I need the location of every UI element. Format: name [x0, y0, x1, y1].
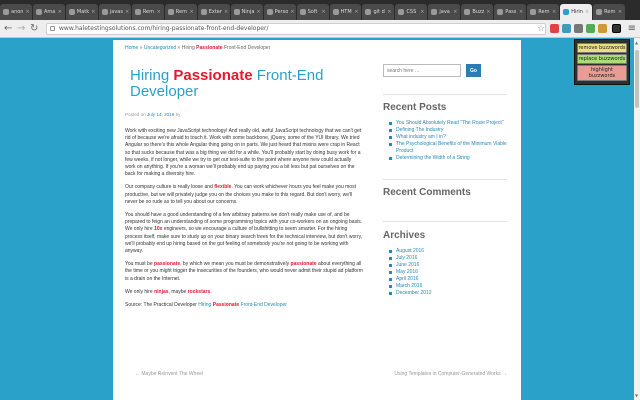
post-date-link[interactable]: July 14, 2016	[146, 112, 175, 117]
browser-tab[interactable]	[362, 4, 394, 20]
tab-favicon-icon	[36, 9, 42, 15]
post-paragraph: You must be passionate, by which we mean you must be demonstratively passionate about everything all the time or you might trigger the insecurities of the founders, who would never admit their stupid ad platform is a drain on the Internet.	[125, 261, 363, 282]
browser-tab[interactable]	[198, 4, 230, 20]
tab-title: Rem	[604, 9, 616, 15]
archive-link[interactable]: April 2016	[389, 276, 521, 283]
post-paragraph: We only hire ninjas, maybe rockstars.	[125, 288, 212, 295]
search-input[interactable]	[383, 64, 461, 77]
tab-close-icon[interactable]: ×	[387, 9, 392, 15]
browser-tab[interactable]	[264, 4, 296, 20]
tab-close-icon[interactable]: ×	[256, 9, 261, 15]
tab-title: Rem	[175, 9, 187, 15]
recent-post-link[interactable]: Determining the Width of a String	[389, 155, 521, 162]
recent-post-link[interactable]: You Should Absolutely Read "The Rosie Project"	[389, 120, 521, 127]
tab-favicon-icon	[431, 9, 437, 15]
extension-icon-1[interactable]	[550, 24, 559, 33]
archive-link[interactable]: March 2016	[389, 283, 521, 290]
recent-comments-title: Recent Comments	[383, 187, 471, 198]
extension-icon-4[interactable]	[586, 24, 595, 33]
address-text: www.haletestingsolutions.com/hiring-passionate-front-end-developer/	[59, 25, 269, 32]
tab-title: Buzz	[472, 9, 485, 15]
tab-favicon-icon	[135, 9, 141, 15]
extension-icon-5[interactable]	[598, 24, 607, 33]
tab-close-icon[interactable]: ×	[584, 9, 590, 15]
browser-menu-icon[interactable]: ≡	[627, 23, 636, 34]
browser-tab[interactable]	[428, 4, 460, 20]
tab-favicon-icon	[530, 9, 536, 15]
remove-buzzwords-button[interactable]: remove buzzwords	[578, 45, 626, 51]
archive-link[interactable]: August 2016	[389, 248, 521, 255]
tab-favicon-icon	[168, 9, 174, 15]
page-content	[113, 40, 521, 400]
tab-close-icon[interactable]: ×	[91, 9, 96, 15]
browser-tab[interactable]	[231, 4, 263, 20]
tab-title: Ama	[43, 9, 56, 15]
tab-favicon-icon	[3, 9, 9, 15]
page-scrollbar[interactable]	[634, 38, 640, 400]
post-meta: Posted on July 14, 2016 by	[125, 112, 181, 117]
browser-tab[interactable]	[494, 4, 526, 20]
tab-favicon-icon	[497, 9, 503, 15]
search-go-button[interactable]: Go	[466, 64, 481, 77]
post-paragraph: You should have a good understanding of a few arbitrary patterns we don't really make use of, and be prepared to feign an understanding of some programming topics with your co-workers on an ongoing basis. We only hire 10x engineers, so we encourage a culture of bullshitting to seem smarter. For the hiring process itself, make sure to study up on your binary search trees for the technical interview, but don't worry, we'll probably end up hiring based on the gut feeling of somebody you're not going to be working with anyway.	[125, 212, 363, 255]
browser-tab[interactable]	[0, 4, 32, 20]
breadcrumb-current: Hiring Passionate Front-End Developer	[181, 45, 271, 51]
buzzword-extension-icon[interactable]	[612, 24, 621, 33]
tab-title: java	[439, 9, 450, 15]
tab-close-icon[interactable]: ×	[453, 9, 458, 15]
tab-close-icon[interactable]: ×	[124, 9, 130, 15]
new-tab-button[interactable]	[626, 6, 640, 20]
main-column	[113, 40, 375, 400]
recent-post-link[interactable]: Defining The Industry	[389, 127, 521, 134]
breadcrumb	[125, 45, 363, 51]
tab-favicon-icon	[300, 9, 306, 15]
browser-tab[interactable]	[330, 4, 362, 20]
tab-close-icon[interactable]: ×	[420, 9, 425, 15]
breadcrumb-separator: »	[177, 45, 181, 51]
tab-title: Exter	[208, 9, 222, 15]
sidebar	[383, 64, 521, 297]
tab-favicon-icon	[398, 9, 404, 15]
recent-post-link[interactable]: The Psychological Benefits of the Minimum Viable Product	[389, 141, 521, 155]
tab-title: Rem	[142, 9, 155, 15]
tab-favicon-icon	[201, 9, 207, 15]
divider	[383, 94, 507, 95]
replace-buzzwords-button[interactable]: replace buzzwords	[578, 56, 626, 62]
search-widget	[383, 64, 521, 77]
browser-tab[interactable]	[461, 4, 493, 20]
divider	[383, 221, 507, 222]
tab-close-icon[interactable]: ×	[25, 9, 30, 15]
tab-title: git d	[373, 9, 385, 15]
archives-list	[383, 248, 521, 297]
post-paragraph: Work with exciting new JavaScript technology! And really old, awful JavaScript technology that we can't get rid of because we're afraid to touch it. Work with some backbone, jQuery, some of the YUI library. We tried Angular so there's this whole Angular thing going on in parts. We just heard that mixins were crap in React so that sucks because that was a big thing we did for a while. You'll probably start by doing busy work for a few weeks, if not longer, while we try to get our test-suite to the point where anyone new could actually work on anything. If you're a woman we'll probably end up paying you a bit less but pat ourselves on the back for making a diversity hire.	[125, 128, 362, 178]
scroll-down-icon[interactable]: ▼	[635, 393, 639, 398]
forward-arrow-icon[interactable]: →	[17, 23, 26, 34]
divider	[383, 179, 507, 180]
tab-title: Pass	[505, 9, 517, 15]
tab-close-icon[interactable]: ×	[486, 9, 491, 15]
extension-icon-3[interactable]	[574, 24, 583, 33]
address-bar[interactable]	[46, 23, 546, 35]
browser-tab[interactable]	[66, 4, 98, 20]
tab-title: HTM	[340, 9, 352, 15]
breadcrumb-home-link[interactable]: Home	[125, 45, 139, 51]
tab-close-icon[interactable]: ×	[354, 9, 359, 15]
tab-title: Rem	[538, 9, 550, 15]
scroll-up-icon[interactable]: ▲	[635, 40, 639, 45]
bookmark-star-icon[interactable]: ☆	[537, 24, 546, 34]
tab-close-icon[interactable]: ×	[617, 9, 623, 15]
tab-title: javas	[109, 9, 123, 15]
breadcrumb-separator: »	[139, 45, 143, 51]
browser-tab-strip	[0, 0, 640, 20]
tab-close-icon[interactable]: ×	[290, 9, 295, 15]
tab-close-icon[interactable]: ×	[57, 9, 62, 15]
tab-close-icon[interactable]: ×	[189, 9, 194, 15]
tab-favicon-icon	[596, 9, 602, 15]
tab-close-icon[interactable]: ×	[223, 9, 229, 15]
archive-link[interactable]: June 2016	[389, 262, 521, 269]
buzzword-extension-popup	[574, 39, 630, 85]
archive-link[interactable]: July 2016	[389, 255, 521, 262]
browser-tab[interactable]	[560, 4, 592, 20]
tab-close-icon[interactable]: ×	[519, 9, 524, 15]
browser-tab[interactable]	[132, 4, 164, 20]
tab-favicon-icon	[464, 9, 470, 15]
page-info-icon[interactable]	[50, 26, 55, 31]
tab-title: CSS	[406, 9, 417, 15]
browser-tab[interactable]	[33, 4, 65, 20]
archive-link[interactable]: May 2016	[389, 269, 521, 276]
tab-favicon-icon	[365, 9, 371, 15]
browser-toolbar	[0, 20, 640, 38]
browser-tab[interactable]	[593, 4, 625, 20]
recent-posts-title: Recent Posts	[383, 102, 447, 113]
extension-icon-2[interactable]	[562, 24, 571, 33]
tab-favicon-icon	[267, 9, 273, 15]
post-source: Source: The Practical Developer Hiring Passionate Front-End Developer	[125, 302, 287, 309]
tab-close-icon[interactable]: ×	[552, 9, 557, 15]
tab-close-icon[interactable]: ×	[321, 9, 326, 15]
tab-favicon-icon	[333, 9, 339, 15]
back-arrow-icon[interactable]: ←	[4, 23, 13, 34]
recent-posts-list	[383, 120, 521, 162]
browser-tab[interactable]	[165, 4, 197, 20]
tab-favicon-icon	[234, 9, 240, 15]
recent-post-link[interactable]: What industry am I in?	[389, 134, 521, 141]
tab-title: Hirin	[571, 9, 583, 15]
previous-post-link[interactable]: ← Maybe Reinvent The Wheel	[135, 371, 203, 377]
scrollbar-thumb[interactable]	[635, 50, 639, 108]
browser-tab[interactable]	[527, 4, 559, 20]
archive-link[interactable]: December 2012	[389, 290, 521, 297]
tab-title: anon	[11, 9, 24, 15]
reload-icon[interactable]: ↻	[30, 23, 39, 34]
tab-title: Ninja	[241, 9, 255, 15]
archives-title: Archives	[383, 230, 426, 241]
highlight-buzzwords-button[interactable]: highlight buzzwords	[577, 65, 627, 81]
tab-title: Perso	[274, 9, 289, 15]
tab-favicon-icon	[102, 9, 108, 15]
tab-title: Matk	[76, 9, 90, 15]
post-paragraph: Our company culture is really loose and flexible. You can work whichever hours you feel make you most productive, but we will privately judge you on the choices you make to this regard. But don't worry, we'll never be so rude as to tell you about our concerns.	[125, 184, 356, 205]
post-body	[125, 128, 363, 296]
browser-tab[interactable]	[297, 4, 329, 20]
tab-title: Soft	[307, 9, 318, 15]
browser-tab[interactable]	[395, 4, 427, 20]
next-post-link[interactable]: Using Templates in Computer-Generated Works →	[394, 371, 507, 377]
breadcrumb-category-link[interactable]: Uncategorized	[143, 45, 177, 51]
browser-tab[interactable]	[99, 4, 131, 20]
source-link[interactable]: Hiring Passionate Front-End Developer	[198, 302, 287, 309]
tab-favicon-icon	[563, 9, 569, 15]
tab-close-icon[interactable]: ×	[156, 9, 161, 15]
post-title: Hiring Passionate Front-End Developer	[130, 67, 324, 100]
tab-favicon-icon	[69, 9, 75, 15]
